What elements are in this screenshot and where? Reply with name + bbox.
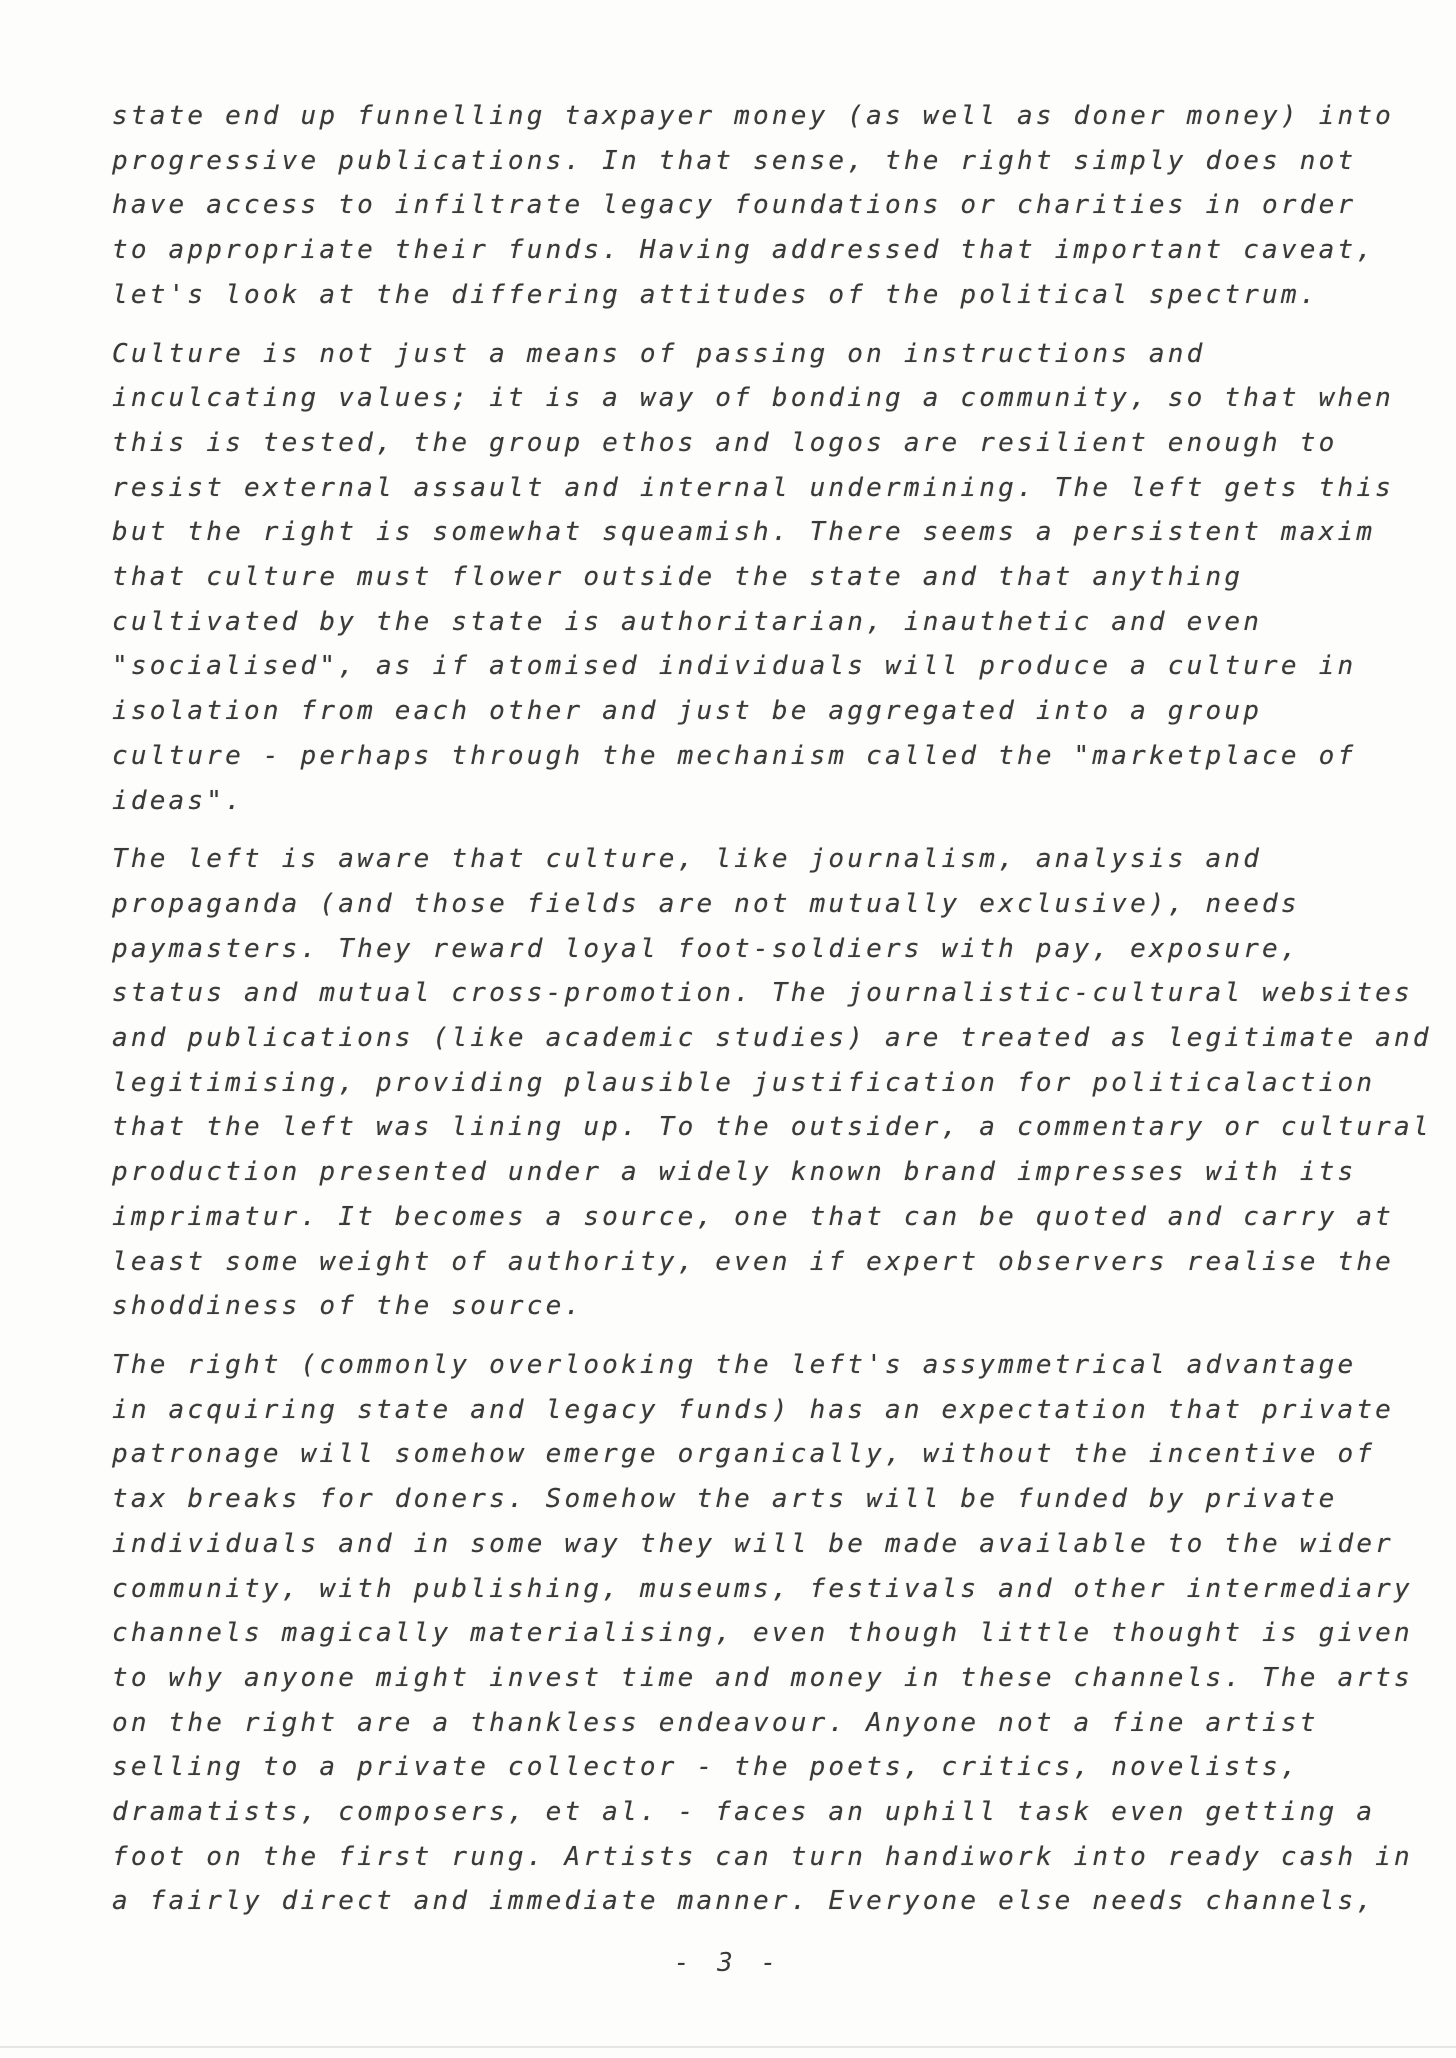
paragraph xyxy=(112,1343,1413,1924)
text-line: inculcating values; it is a way of bonding a community, so that when xyxy=(112,383,1395,414)
text-line: have access to infiltrate legacy foundations or charities in order xyxy=(112,190,1357,221)
paragraph xyxy=(112,332,1395,824)
text-line: Culture is not just a means of passing on instructions and xyxy=(112,338,1206,369)
text-line: a fairly direct and immediate manner. Everyone else needs channels, xyxy=(112,1886,1376,1917)
text-line: The left is aware that culture, like journalism, analysis and xyxy=(112,844,1263,875)
text-line: status and mutual cross-promotion. The journalistic-cultural websites xyxy=(112,978,1413,1009)
text-line: "socialised", as if atomised individuals will produce a culture in xyxy=(112,651,1357,682)
text-line: this is tested, the group ethos and logos are resilient enough to xyxy=(112,427,1338,458)
page-edge xyxy=(0,2046,1456,2048)
text-line: individuals and in some way they will be made available to the wider xyxy=(112,1528,1395,1559)
text-line: that the left was lining up. To the outsider, a commentary or cultural xyxy=(112,1112,1432,1143)
text-line: but the right is somewhat squeamish. There seems a persistent maxim xyxy=(112,517,1376,548)
text-line: The right (commonly overlooking the left's assymmetrical advantage xyxy=(112,1349,1357,1380)
text-line: imprimatur. It becomes a source, one that can be quoted and carry at xyxy=(112,1201,1395,1232)
text-line: patronage will somehow emerge organically, without the incentive of xyxy=(112,1439,1376,1470)
text-line: shoddiness of the source. xyxy=(112,1291,584,1322)
page-number: - 3 - xyxy=(673,1948,783,1978)
paragraph xyxy=(112,94,1395,318)
text-line: production presented under a widely known brand impresses with its xyxy=(112,1157,1357,1188)
text-line: least some weight of authority, even if expert observers realise the xyxy=(112,1246,1395,1277)
body-text xyxy=(112,94,1432,1938)
text-line: state end up funnelling taxpayer money (as well as doner money) into xyxy=(112,101,1395,131)
text-line: channels magically materialising, even though little thought is given xyxy=(112,1618,1413,1649)
text-line: let's look at the differing attitudes of the political spectrum. xyxy=(112,279,1319,310)
text-line: paymasters. They reward loyal foot-soldiers with pay, exposure, xyxy=(112,933,1300,964)
text-line: isolation from each other and just be aggregated into a group xyxy=(112,696,1263,727)
text-line: selling to a private collector - the poets, critics, novelists, xyxy=(112,1752,1300,1783)
text-line: legitimising, providing plausible justification for politicalaction xyxy=(112,1067,1376,1098)
text-line: and publications (like academic studies) are treated as legitimate and xyxy=(112,1023,1432,1054)
text-line: on the right are a thankless endeavour. Anyone not a fine artist xyxy=(112,1707,1319,1738)
text-line: foot on the first rung. Artists can turn handiwork into ready cash in xyxy=(112,1841,1413,1872)
text-line: dramatists, composers, et al. - faces an uphill task even getting a xyxy=(112,1797,1376,1828)
text-line: ideas". xyxy=(112,785,244,816)
paragraph xyxy=(112,837,1432,1329)
text-line: community, with publishing, museums, festivals and other intermediary xyxy=(112,1573,1413,1604)
text-line: to appropriate their funds. Having addressed that important caveat, xyxy=(112,235,1376,266)
text-line: culture - perhaps through the mechanism called the "marketplace of xyxy=(112,740,1357,771)
text-line: in acquiring state and legacy funds) has an expectation that private xyxy=(112,1394,1395,1425)
text-line: tax breaks for doners. Somehow the arts will be funded by private xyxy=(112,1484,1338,1515)
text-line: to why anyone might invest time and money in these channels. The arts xyxy=(112,1662,1413,1693)
text-line: progressive publications. In that sense, the right simply does not xyxy=(112,145,1357,176)
text-line: that culture must flower outside the state and that anything xyxy=(112,562,1244,593)
text-line: cultivated by the state is authoritarian, inauthetic and even xyxy=(112,606,1263,637)
text-line: propaganda (and those fields are not mutually exclusive), needs xyxy=(112,888,1300,919)
text-line: resist external assault and internal undermining. The left gets this xyxy=(112,472,1395,503)
